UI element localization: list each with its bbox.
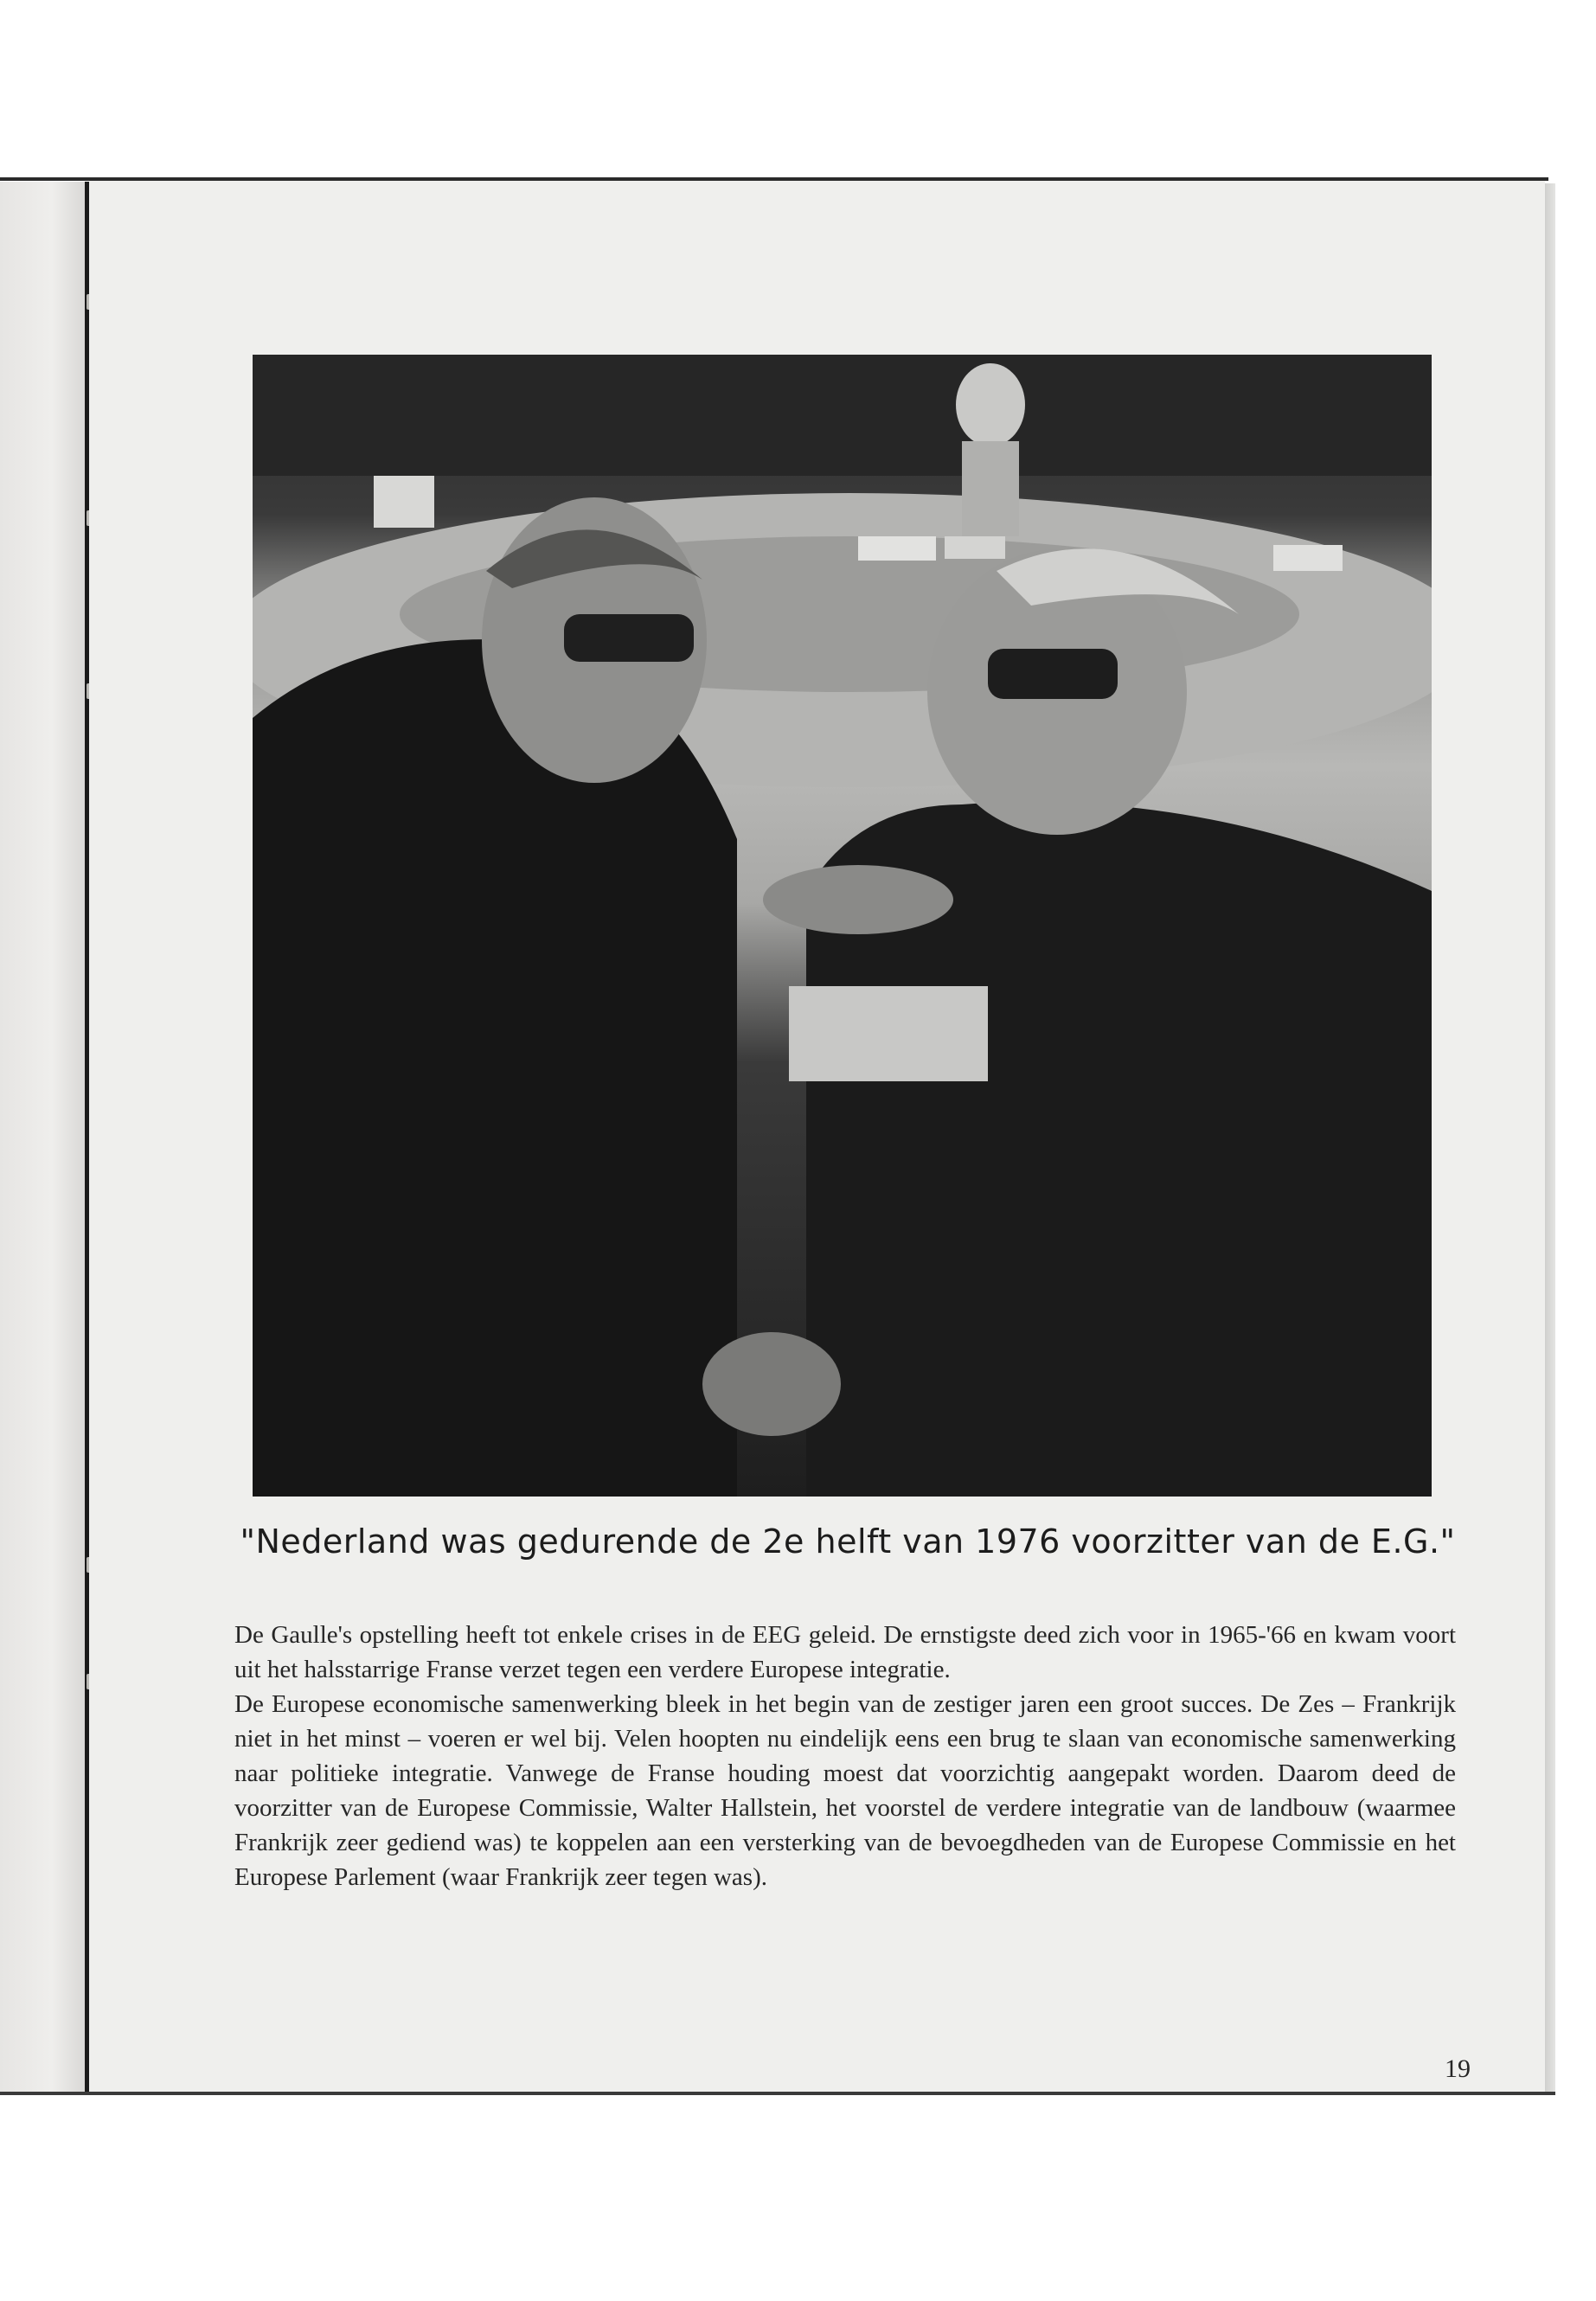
- background-dark-area: [253, 355, 1432, 476]
- man-left-suit: [253, 639, 737, 1497]
- table-papers: [858, 536, 936, 561]
- page-bottom-edge: [0, 2092, 1555, 2095]
- paragraph: De Gaulle's opstelling heeft tot enkele crises in de EEG geleid. De ernstigste deed zich voor in 1965-'66 en kwam voort uit het halsstarrige Franse verzet tegen een verdere Europese integratie.: [234, 1621, 1456, 1683]
- page-number: 19: [1445, 2054, 1471, 2083]
- binding-strip: [0, 182, 87, 2093]
- man-right-glasses: [988, 649, 1118, 699]
- hand-gesture: [763, 865, 953, 934]
- man-left-glasses: [564, 614, 694, 662]
- table-papers: [374, 476, 434, 528]
- hand-lower: [702, 1332, 841, 1436]
- document-stack: [789, 986, 988, 1081]
- photo-illustration: [253, 355, 1432, 1497]
- background-figure: [962, 441, 1019, 536]
- paragraph: De Europese economische samenwerking bleek in het begin van de zestiger jaren een groot succes. De Zes – Frankrijk niet in het minst – voeren er wel bij. Velen hoopten nu eindelijk eens een brug te slaan van economische samenwerking naar politieke integratie. Vanwege de Franse houding moest dat voorzichtig aangepakt worden. Daarom deed de voorzitter van de Europese Commissie, Walter Hallstein, het voorstel de verdere integratie van de landbouw (waarmee Frankrijk zeer gediend was) te koppelen aan een versterking van de bevoegdheden van de Europese Commissie en het Europese Parlement (waar Frankrijk zeer tegen was).: [234, 1690, 1456, 1891]
- table-papers: [1273, 545, 1343, 571]
- photo-caption: "Nederland was gedurende de 2e helft van 1976 voorzitter van de E.G.": [240, 1522, 1456, 1561]
- page-right-edge: [1545, 183, 1555, 2093]
- meeting-photo: [253, 355, 1432, 1497]
- body-text: [234, 1618, 1456, 1894]
- background-figure: [956, 363, 1025, 446]
- table-papers: [945, 536, 1005, 559]
